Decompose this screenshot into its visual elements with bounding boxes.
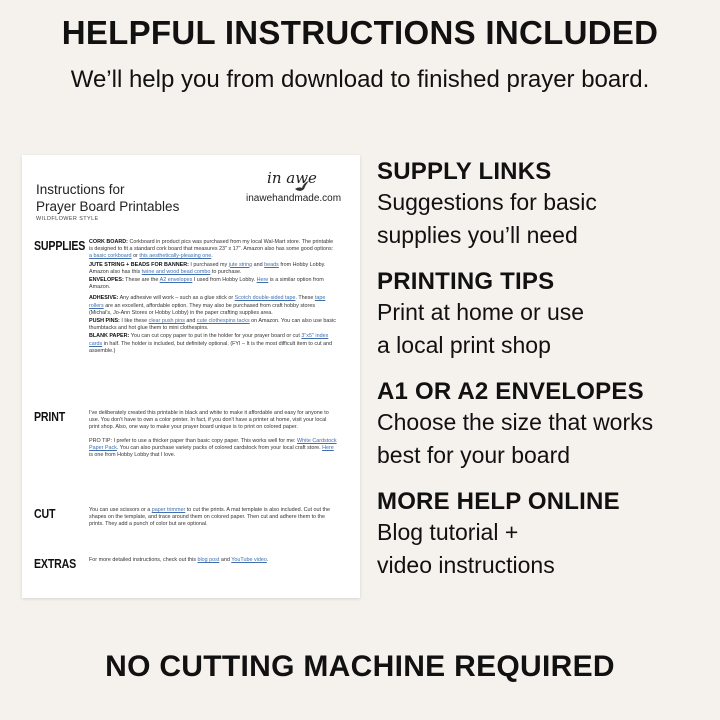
feature-line: Choose the size that works [377, 409, 654, 435]
brand-logo [246, 169, 342, 204]
link-a2-envelopes[interactable]: A2 envelopes [159, 277, 193, 284]
link-beads[interactable]: beads [264, 261, 279, 268]
link-tape-rollers[interactable]: tape rollers [89, 295, 326, 309]
link-blog-post[interactable]: blog post [197, 557, 220, 563]
dove-icon [294, 181, 310, 193]
link-clothespin-tacks[interactable]: cute clothespins tacks [196, 318, 250, 325]
supplies-body: CORK BOARD: Corkboard in product pics was purchased from my local Wal-Mart store. The printable is designed to fit a standard cork board that measures 23" x 17". Amazon also has some good options: a basic corkboard or this aesthetically-pleasing one. JUTE STRING + BEADS FOR BANNER: I purchased my jute string and beads from Hobby Lobby. Amazon also has this twine and wood bead combo to purchase. ENVELOPES: These are the A2 envelopes I used from Hobby Lobby. Here is a similar option from Amazon. ADHESIVE: Any adhesive will work – such as a glue stick or Scotch double-sided tape. These tape rollers are an excellent, affordable option. They may also be purchased from craft hobby stores (Michal's, Jo-Ann Stores or Hobby Lobby) in the paper crafting supplies area. PUSH PINS: I like these clear push pins and cute clothespins tacks on Amazon. You can also use basic thumbtacks and hot glue them to mini clothespins. BLANK PAPER: You can cut copy paper to put in the holder for your prayer board or cut 3"x5" index cards in half. The holder is included, but definitely optional. (FYI – It is the most difficult item to cut and assemble.) [89, 239, 336, 354]
feature-line: Suggestions for basic [377, 189, 597, 215]
feature-envelopes [377, 378, 707, 472]
subheadline: We’ll help you from download to finished prayer board. [70, 66, 650, 93]
feature-line: supplies you’ll need [377, 222, 578, 248]
feature-title: A1 OR A2 ENVELOPES [377, 378, 644, 405]
section-label-supplies: SUPPLIES [34, 239, 86, 253]
print-body: I've deliberately created this printable in black and white to make it affordable and easy for anyone to use. You don't have to own a color printer. In fact, if you don't have a printer at home, visit your local print shop. Also, one way to make your prayer board unique is to print on colored paper. PRO TIP: I prefer to use a thicker paper than basic copy paper. This works well for me: White Cardstock Paper Pack. You can also purchase variety packs of colored cardstock from your local craft store. Here is one from Hobby Lobby that I love. [89, 410, 337, 459]
link-basic-corkboard[interactable]: a basic corkboard [89, 253, 132, 260]
link-scotch-tape[interactable]: Scotch double-sided tape [234, 295, 296, 302]
feature-title: MORE HELP ONLINE [377, 488, 620, 515]
feature-line: Blog tutorial + [377, 519, 519, 545]
link-white-cardstock[interactable]: White Cardstock Paper Pack [89, 437, 337, 451]
link-cardstock-here[interactable]: Here [322, 444, 334, 451]
link-paper-trimmer[interactable]: paper trimmer [151, 507, 186, 513]
cut-body: You can use scissors or a paper trimmer to cut the prints. A mat template is also included. Cut out the shapes on the template, and trace around them on colored paper. Then cut and adhere them to the prints. They add a punch of color but are optional. [89, 507, 331, 528]
section-label-cut: CUT [34, 507, 56, 521]
extras-body: For more detailed instructions, check out this blog post and YouTube video. [89, 557, 269, 563]
brand-script: in awe [267, 169, 317, 187]
link-youtube-video[interactable]: YouTube video [231, 557, 267, 563]
feature-more-help [377, 488, 707, 582]
brand-site: inawehandmade.com [246, 193, 342, 204]
link-envelopes-here[interactable]: Here [256, 277, 269, 284]
section-label-print: PRINT [34, 410, 66, 424]
feature-title: PRINTING TIPS [377, 268, 555, 295]
feature-line: video instructions [377, 552, 555, 578]
link-twine-bead-combo[interactable]: twine and wood bead combo [141, 268, 211, 275]
feature-line: a local print shop [377, 332, 551, 358]
link-clear-push-pins[interactable]: clear push pins [148, 318, 185, 325]
footer-banner: NO CUTTING MACHINE REQUIRED [105, 650, 615, 683]
feature-line: best for your board [377, 442, 571, 468]
instructions-document [22, 155, 360, 598]
feature-line: Print at home or use [377, 299, 585, 325]
headline: HELPFUL INSTRUCTIONS INCLUDED [61, 14, 659, 51]
section-label-extras: EXTRAS [34, 557, 77, 571]
document-subtitle: WILDFLOWER STYLE [36, 216, 99, 222]
link-aesthetic-corkboard[interactable]: this aesthetically-pleasing one [139, 253, 212, 260]
link-jute-string[interactable]: jute string [228, 261, 253, 268]
link-index-cards[interactable]: 3"x5" index cards [89, 333, 329, 347]
document-title: Instructions for Prayer Board Printables [36, 182, 180, 214]
feature-title: SUPPLY LINKS [377, 158, 552, 185]
feature-printing-tips [377, 268, 707, 362]
feature-supply-links [377, 158, 707, 252]
